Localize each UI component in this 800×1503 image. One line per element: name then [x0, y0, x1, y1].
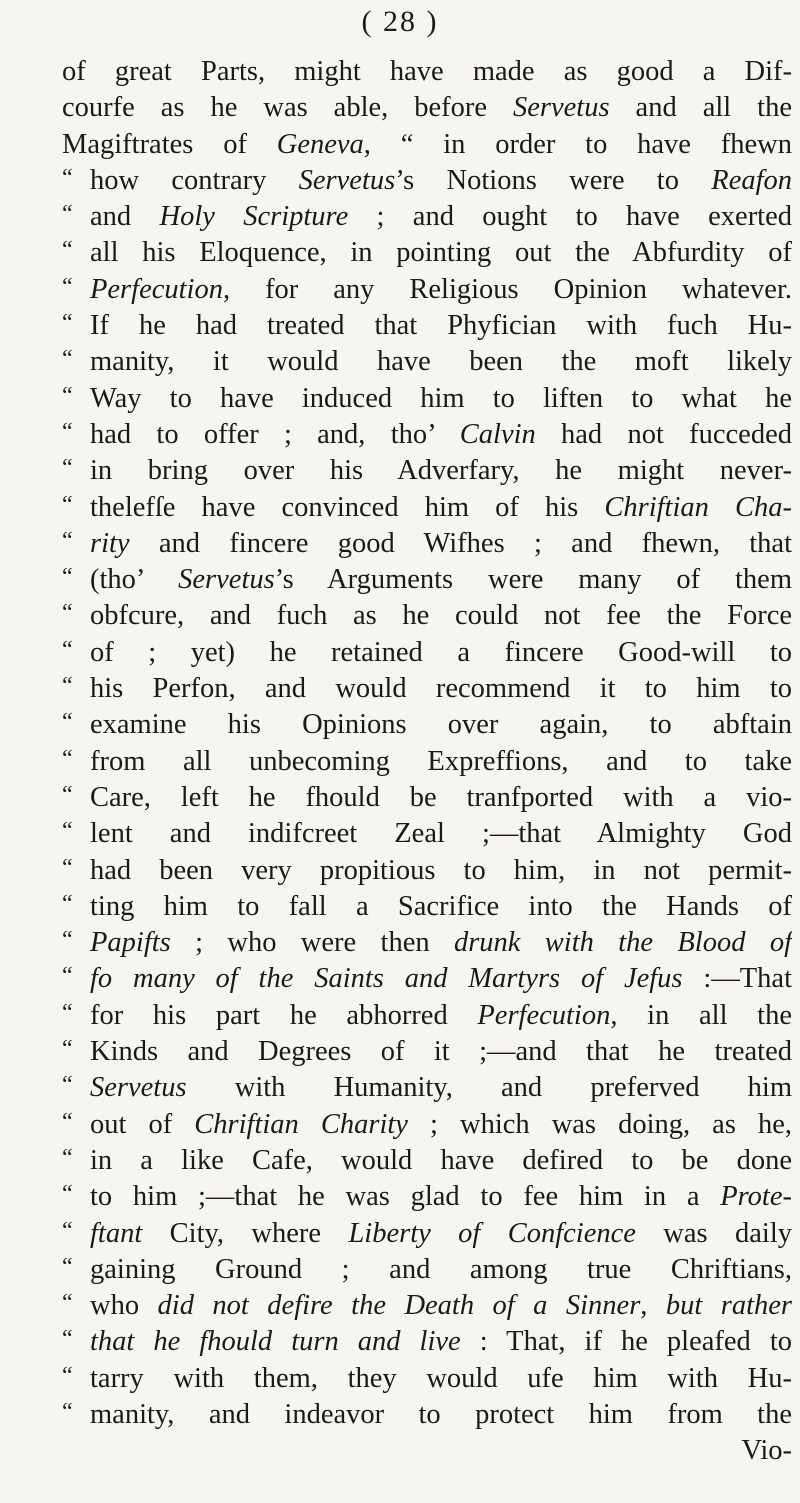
italic-text: Perfecution: [477, 999, 611, 1031]
quote-mark: “: [62, 927, 73, 954]
text-segment: Care, left he fhould be tranfported with a vio-: [90, 781, 792, 813]
quote-mark: “: [62, 1290, 73, 1317]
text-segment: ting him to fall a Sacrifice into the Hands of: [90, 890, 792, 922]
text-segment: and fincere good Wifhes ; and fhewn, that: [129, 527, 792, 559]
text-line: [62, 199, 792, 235]
text-segment: Vio-: [741, 1435, 792, 1467]
text-line: [62, 1216, 792, 1252]
italic-text: Liberty of Confcience: [348, 1217, 636, 1249]
text-line: [62, 816, 792, 852]
text-line: [62, 54, 792, 90]
text-line: [62, 1179, 792, 1215]
italic-text: drunk with the Blood of: [453, 927, 792, 959]
text-segment: to him ;—that he was glad to fee him in a: [90, 1181, 721, 1213]
quote-mark: “: [62, 600, 73, 627]
italic-text: Calvin: [459, 418, 536, 450]
text-segment: If he had treated that Phyfician with fuch Hu-: [90, 310, 792, 342]
text-segment: tarry with them, they would ufe him with Hu-: [90, 1362, 792, 1394]
text-line: [62, 272, 792, 308]
quote-mark: “: [62, 237, 73, 264]
text-line: [62, 490, 792, 526]
text-line: [62, 635, 792, 671]
quote-mark: “: [62, 1108, 73, 1135]
quote-mark: “: [62, 890, 73, 917]
text-line: [62, 1070, 792, 1106]
text-segment: ; and ought to have exerted: [348, 201, 792, 233]
text-segment: and all the: [609, 92, 792, 124]
quote-mark: “: [62, 564, 73, 591]
text-line: [62, 1107, 792, 1143]
italic-text: Papifts: [90, 927, 171, 959]
italic-text: Reafon: [711, 164, 792, 196]
quote-mark: “: [62, 455, 73, 482]
text-line: [62, 1034, 792, 1070]
quote-mark: “: [62, 1072, 73, 1099]
text-segment: had to offer ; and, tho’: [90, 418, 460, 450]
quote-mark: “: [62, 273, 73, 300]
text-line: [62, 1433, 792, 1469]
italic-text: ftant: [90, 1217, 143, 1249]
quote-mark: “: [62, 164, 73, 191]
text-segment: for his part he abhorred: [90, 999, 478, 1031]
text-segment: his Perfon, and would recommend it to him to: [90, 673, 792, 705]
text-line: [62, 925, 792, 961]
text-segment: ,: [640, 1290, 666, 1322]
text-line: [62, 308, 792, 344]
text-line: [62, 235, 792, 271]
quote-mark: “: [62, 310, 73, 337]
text-line: [62, 453, 792, 489]
text-line: [62, 1361, 792, 1397]
text-segment: had not fucceded: [535, 418, 792, 450]
text-line: [62, 707, 792, 743]
quote-mark: “: [62, 636, 73, 663]
quote-mark: “: [62, 1217, 73, 1244]
italic-text: Servetus: [178, 564, 275, 596]
text-segment: : That, if he pleafed to: [460, 1326, 792, 1358]
text-segment: from all unbecoming Expreffions, and to take: [90, 745, 792, 777]
text-line: [62, 163, 792, 199]
quote-mark: “: [62, 1362, 73, 1389]
italic-text: Servetus: [90, 1072, 187, 1104]
italic-text: Geneva: [276, 128, 364, 160]
text-segment: ; which was doing, as he,: [407, 1108, 792, 1140]
text-segment: examine his Opinions over again, to abftain: [90, 709, 792, 741]
text-line: [62, 780, 792, 816]
text-segment: Magiftrates of: [62, 128, 277, 160]
text-segment: in bring over his Adverfary, he might never-: [90, 455, 792, 487]
text-line: [62, 1143, 792, 1179]
italic-text: Servetus: [298, 164, 396, 196]
text-line: [62, 889, 792, 925]
text-line: [62, 417, 792, 453]
text-line: [62, 961, 792, 997]
quote-mark: “: [62, 201, 73, 228]
text-segment: , for any Religious Opinion whatever.: [222, 273, 792, 305]
italic-text: Prote-: [720, 1181, 792, 1213]
italic-text: Servetus: [513, 92, 610, 124]
text-segment: Way to have induced him to liften to what he: [90, 382, 792, 414]
text-segment: out of: [90, 1108, 195, 1140]
text-line: [62, 344, 792, 380]
italic-text: Chriftian Cha-: [604, 491, 792, 523]
text-line: [62, 1397, 792, 1433]
text-segment: , in all the: [610, 999, 792, 1031]
text-segment: Kinds and Degrees of it ;—and that he treated: [90, 1036, 792, 1068]
quote-mark: “: [62, 491, 73, 518]
text-segment: and: [90, 201, 160, 233]
italic-text: did not defire the Death of a Sinner: [157, 1290, 641, 1322]
text-segment: manity, and indeavor to protect him from the: [90, 1398, 792, 1430]
quote-mark: “: [62, 999, 73, 1026]
text-line: [62, 90, 792, 126]
text-line: [62, 744, 792, 780]
italic-text: Chriftian Charity: [194, 1108, 408, 1140]
text-segment: ; who were then: [170, 927, 454, 959]
quote-mark: “: [62, 1398, 73, 1425]
text-line: [62, 671, 792, 707]
text-line: [62, 381, 792, 417]
text-segment: who: [90, 1290, 158, 1322]
italic-text: Perfecution: [90, 273, 223, 305]
text-segment: thelefſe have convinced him of his: [90, 491, 605, 523]
text-segment: ’s Notions were to: [395, 164, 712, 196]
text-segment: was daily: [635, 1217, 792, 1249]
italic-text: fo many of the Saints and Martyrs of Jefus: [90, 963, 683, 995]
quote-mark: “: [62, 1326, 73, 1353]
text-segment: had been very propitious to him, in not permit-: [90, 854, 792, 886]
text-segment: how contrary: [90, 164, 299, 196]
quote-mark: “: [62, 818, 73, 845]
page-number: ( 28 ): [361, 5, 439, 38]
text-line: [62, 1252, 792, 1288]
italic-text: but rather: [665, 1290, 792, 1322]
text-segment: all his Eloquence, in pointing out the Abfurdity of: [90, 237, 792, 269]
italic-text: that he fhould turn and live: [90, 1326, 461, 1358]
text-line: [62, 598, 792, 634]
text-segment: with Humanity, and preferved him: [186, 1072, 792, 1104]
text-segment: gaining Ground ; and among true Chriftians,: [90, 1253, 792, 1285]
quote-mark: “: [62, 346, 73, 373]
text-segment: obfcure, and fuch as he could not fee the Force: [90, 600, 792, 632]
text-segment: lent and indifcreet Zeal ;—that Almighty God: [90, 818, 792, 850]
quote-mark: “: [62, 781, 73, 808]
quote-mark: “: [62, 745, 73, 772]
quote-mark: “: [62, 1144, 73, 1171]
text-line: [62, 853, 792, 889]
italic-text: rity: [90, 527, 130, 559]
quote-mark: “: [62, 527, 73, 554]
quote-mark: “: [62, 709, 73, 736]
text-segment: :—That: [682, 963, 792, 995]
text-segment: in a like Cafe, would have defired to be done: [90, 1144, 792, 1176]
quote-mark: “: [62, 1253, 73, 1280]
text-line: [62, 127, 792, 163]
text-segment: (tho’: [90, 564, 179, 596]
text-segment: , “ in order to have fhewn: [363, 128, 792, 160]
text-segment: ’s Arguments were many of them: [274, 564, 792, 596]
text-segment: of great Parts, might have made as good a Dif-: [62, 56, 792, 87]
text-line: [62, 1324, 792, 1360]
text-line: [62, 1288, 792, 1324]
text-segment: courfe as he was able, before: [62, 92, 514, 124]
text-line: [62, 526, 792, 562]
text-segment: manity, it would have been the moft likely: [90, 346, 792, 378]
quote-mark: “: [62, 673, 73, 700]
text-segment: City, where: [142, 1217, 349, 1249]
quote-mark: “: [62, 1036, 73, 1063]
text-segment: of ; yet) he retained a fincere Good-will to: [90, 636, 792, 668]
text-line: [62, 998, 792, 1034]
italic-text: Holy Scripture: [159, 201, 349, 233]
quote-mark: “: [62, 382, 73, 409]
quote-mark: “: [62, 1181, 73, 1208]
quote-mark: “: [62, 854, 73, 881]
quote-mark: “: [62, 418, 73, 445]
body-text: [62, 54, 792, 1470]
quote-mark: “: [62, 963, 73, 990]
text-line: [62, 562, 792, 598]
